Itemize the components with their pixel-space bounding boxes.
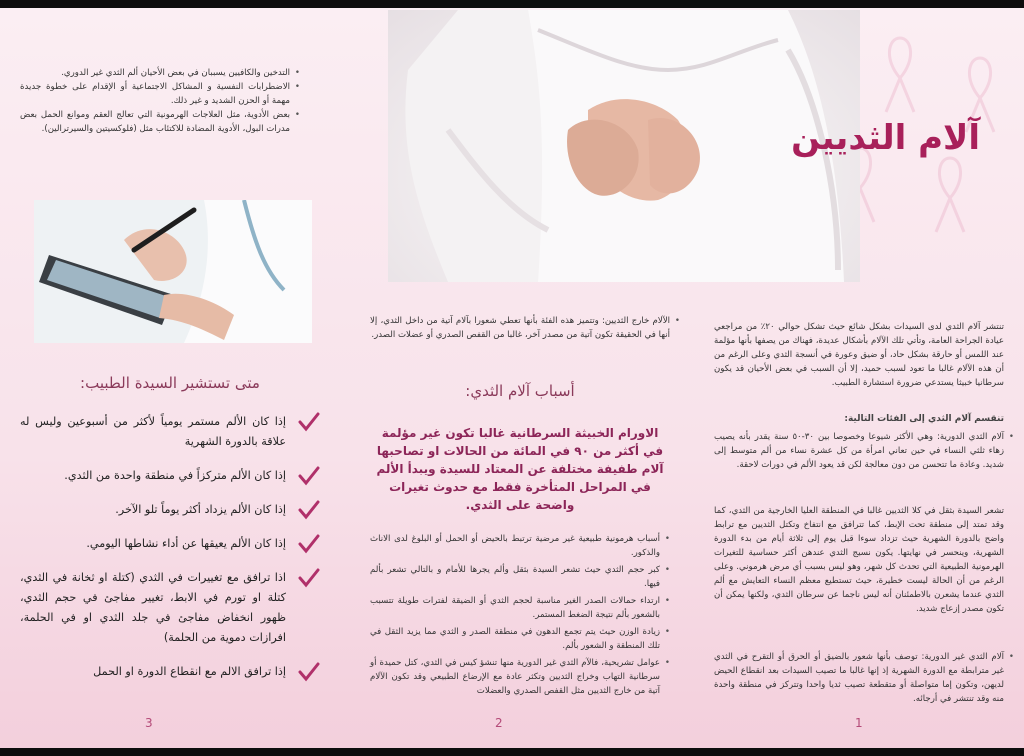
causes-title: أسباب آلام الثدي: — [465, 382, 575, 400]
causes-continued-list — [20, 66, 300, 136]
page-number-3: 3 — [145, 716, 153, 730]
list-item: • أسباب هرمونية طبيعية غير مرضية ترتبط بالحيض أو الحمل أو البلوغ لدى الاناث والذكور. — [370, 532, 670, 560]
cyclic-pain-description: تشعر السيدة بثقل في كلا الثديين غالبا في المنطقة العليا الخارجية من الثدي، كما وقد تمتد إلى منطقة تحت الإبط، كما تترافق مع انتفاخ وتكتل الثديين مع ترابط واضح بالدورة الشهرية حيث تزداد سوءا قبل يوم إلى ثلاثة أيام من بدء الدورة الشهرية، وينحسر في نهايتها. يكون نسيج الثدي عندهن أكثر حساسية للتغيرات الهرمونية الطبيعية التي تحدث كل شهر، وهو ليس بسبب أي مرض هرموني. وعلى الرغم من أن الحالة ليست خطيرة، حيث تستطيع معظم النساء التعايش مع ألم الثدي عندما يشعرن بالاطمئنان أنه ليس ناجما عن سرطان الثدي، ولكنها يمكن أن تكون مصدر إزعاج شديد. — [714, 506, 1004, 614]
brochure-sheet — [0, 8, 1024, 748]
classes-heading: تنقسم آلام الثدي إلى الفئات التالية: — [844, 414, 1004, 424]
brochure-title: آلام الثديين — [791, 118, 980, 158]
page-number-2: 2 — [495, 716, 503, 730]
panel-1 — [714, 8, 1004, 748]
malignancy-highlight: الاورام الخبيثة السرطانية غالبا تكون غير مؤلمة في أكثر من ٩٠ في المائة من الحالات او تصاحبها آلام طفيفة مختلفة عن المعتاد للسيدة ويبدأ الألم في المراحل المتأخرة فقط مع حدوث تغيرات واضحة على الثدي. — [376, 426, 664, 512]
list-item: • كبر حجم الثدي حيث تشعر السيدة بثقل وألم يجرها للأمام و بالتالي تشعر بألم فيها. — [370, 563, 670, 591]
checklist-item: إذا كان الألم متركزاً في منطقة واحدة من الثدي. — [20, 466, 320, 486]
checklist-item: إذا كان الألم مستمر يومياً لأكثر من أسبوعين وليس له علاقة بالدورة الشهرية — [20, 412, 320, 452]
panel-3 — [20, 8, 340, 748]
panel-2 — [370, 8, 670, 748]
checklist-item: اذا ترافق مع تغييرات في الثدي (كتلة او ثخانة في الثدي، كتلة او تورم في الابط، تغيير مفاجئ في حجم الثدي، ظهور انخفاض مفاجئ في جلد الثدي او في الحلمة، افرازات دموية من الحلمة) — [20, 568, 320, 648]
noncyclic-pain-item: • آلام الثدي غير الدورية: توصف بأنها شعور بالضيق أو الحرق أو التقرح في الثدي غير مترابطة مع الدورة الشهرية إذ إنها غالبا ما تصيب السيدات بعد انقطاع الحيض لديهن، وتكون إما متواصلة أو متقطعة تصيب ثديا واحدا وتتركز في منطقة واحدة منه وقد تنتشر في أرجائه. — [714, 650, 1014, 706]
list-item: • ارتداء حمالات الصدر الغير مناسبة لحجم الثدي أو الضيقة لفترات طويلة تتسبب بالشعور بألم نتيجة الضغط المستمر. — [370, 594, 670, 622]
checkmark-icon — [298, 466, 320, 486]
checkmark-icon — [298, 412, 320, 432]
list-item: • التدخين والكافيين يسببان في بعض الأحيان ألم الثدي غير الدوري. — [20, 66, 300, 80]
checklist-item: إذا كان الألم يزداد أكثر يوماً تلو الآخر. — [20, 500, 320, 520]
list-item: • الاضطرابات النفسية و المشاكل الاجتماعية أو الإقدام على خطوة جديدة مهمة أو الحزن الشديد و غير ذلك. — [20, 80, 300, 108]
external-pain-item: • الآلام خارج الثديين: وتتميز هذه الفئة بأنها تعطي شعورا بآلام آتية من داخل الثدي، إلا أنها في الحقيقة تكون آتية من مصدر آخر، غالبا من القفص الصدري أو عضلات الصدر. — [370, 314, 680, 342]
page-number-1: 1 — [855, 716, 863, 730]
checkmark-icon — [298, 568, 320, 588]
consult-checklist — [20, 412, 320, 696]
causes-list — [370, 532, 670, 701]
checklist-item: إذا كان الألم يعيقها عن أداء نشاطها اليومي. — [20, 534, 320, 554]
consult-title: متى تستشير السيدة الطبيب: — [80, 374, 260, 392]
cyclic-pain-item: • آلام الثدي الدورية: وهي الأكثر شيوعا وخصوصا بين ٣٠-٥٠ سنة يقدر بأنه يصيب زهاء ثلثي النساء في حين تعاني امرأة من كل عشرة نساء من ألم متوسط إلى شديد. وعادة ما تتحسن من دون معالجة لكن قد يعود الألم في دورات لاحقة. — [714, 430, 1014, 472]
checkmark-icon — [298, 662, 320, 682]
intro-text: تنتشر آلام الثدي لدى السيدات بشكل شائع حيث تشكل حوالي ٢٠٪ من مراجعي عيادة الجراحة العامة، وتأتي تلك الآلام بأشكال عديدة، فهناك من يصفها بأنها مؤلمة عند اللمس أو حارقة بشكل حاد، أو ضيق وعورة في أنسجة الثدي وعلى الرغم من أن هذه الآلام غالبا ما تعود لسبب حميد، إلا أن السبب في بعض الأحيان قد يكون سرطانيا خبيثا يستدعي ضرورة استشارة الطبيب. — [714, 322, 1004, 388]
list-item: • بعض الأدوية، مثل العلاجات الهرمونية التي تعالج العقم وموانع الحمل بعض مدرات البول، الأدوية المضادة للاكتئاب مثل (فلوكسيتين والسيرترالين). — [20, 108, 300, 136]
list-item: • عوامل تشريحية، فالآم الثدي غير الدورية منها تنشؤ كيس في الثدي، كتل حميدة أو سرطانية التهاب وخراج الثديين وتكثر عادة مع الإرضاع الطبيعي وقد تكون الآلام آتية من خارج الثديين مثل القفص الصدري والعضلات — [370, 656, 670, 698]
checklist-item: إذا ترافق الالم مع انقطاع الدورة او الحمل — [20, 662, 320, 682]
doctor-tablet-photo — [34, 200, 312, 343]
list-item: • زيادة الوزن حيث يتم تجمع الدهون في منطقة الصدر و الثدي مما يزيد الثقل في تلك المنطقة و الشعور بألم. — [370, 625, 670, 653]
checkmark-icon — [298, 534, 320, 554]
checkmark-icon — [298, 500, 320, 520]
